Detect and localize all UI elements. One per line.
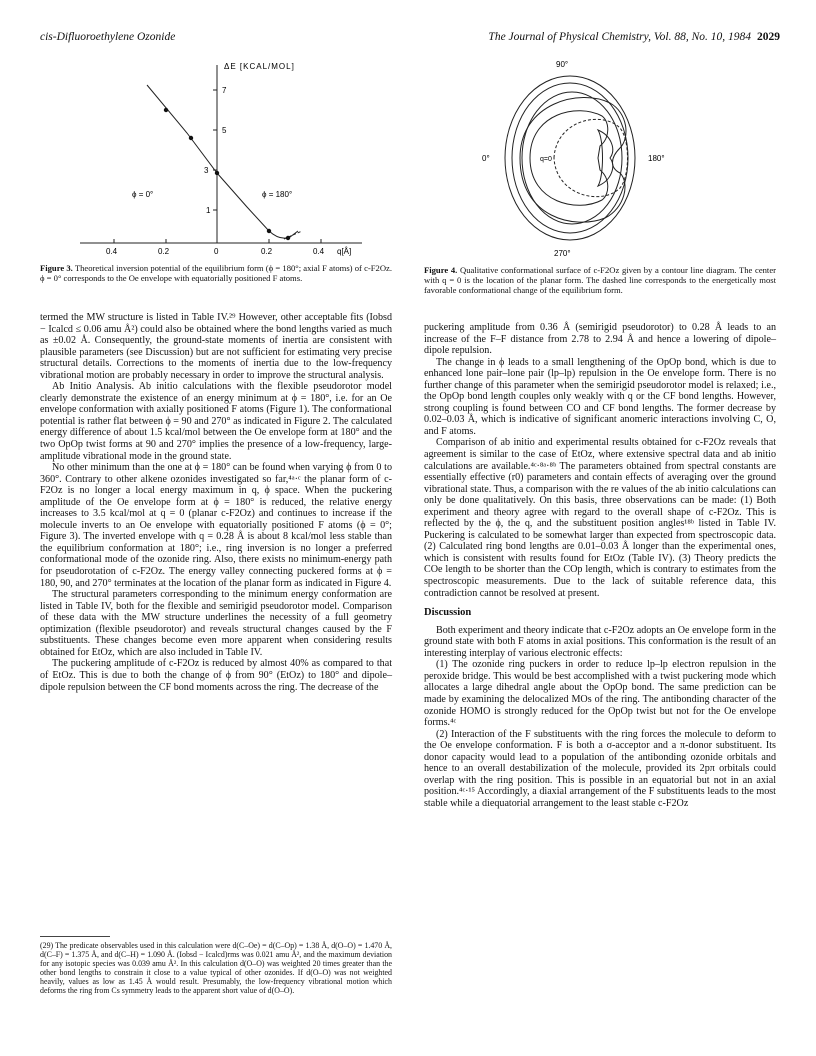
data-point xyxy=(164,108,168,112)
label-phi-0: ϕ = 0° xyxy=(132,190,154,199)
paragraph: No other minimum than the one at ϕ = 180° can be found when varying ϕ from 0 to 360°. Contrary to other alkene ozonides investigated so far,⁴ᵃ·ᶜ the planar form of c-F2Oz is no longer a local energy maximum in q, ϕ space. When the puckering amplitude of the Oe envelope form at ϕ = 180° is reduced, the relative energy increases to 3.5 kcal/mol at q = 0 (planar c-F2Oz) and continues to increase if the molecule inverts to an Oe envelope with equatorially positioned F atoms (ϕ = 0°; Figure 3). The inverted envelope with q = 0.28 Å is about 8 kcal/mol less stable than the equilibrium conformation at 180°; i.e., ring inversion is no longer a preferred conformational mode of the ozonide ring. Also, there exists no minimum-energy path for pseudorotation of c-F2Oz. The energy valley connecting puckered forms at ϕ = 180, 90, and 270° terminates at the location of the planar form as indicated in Figure 4. xyxy=(40,462,392,589)
figure-4 xyxy=(470,58,670,258)
label-90: 90° xyxy=(556,60,569,69)
figure-4-caption-label: Figure 4. xyxy=(424,265,458,275)
footnote-area xyxy=(40,930,392,996)
paragraph: The change in ϕ leads to a small lengthening of the OpOp bond, which is due to enhanced lone pair–lone pair (lp–lp) repulsion in the Oe envelope form. There is no further change of this parameter when the semirigid pseudorotor model is relaxed; i.e., the OpOp bond length couples only weakly with q or the CF bond lengths. However, strong coupling is found between CO and CF bond lengths. The former decrease by 0.02–0.03 Å, which is indicative of significant anomeric interactions involving C, O, and F atoms. xyxy=(424,356,776,437)
label-phi-180: ϕ = 180° xyxy=(262,190,293,199)
paragraph: puckering amplitude from 0.36 Å (semirigid pseudorotor) to 0.28 Å leads to an increase of the F–F distance from 2.78 to 2.94 Å and hence a lowering of dipole–dipole repulsion. xyxy=(424,322,776,357)
contour-inner-shape xyxy=(520,98,626,223)
journal-citation xyxy=(488,31,780,43)
potential-curve xyxy=(147,85,298,238)
x-tick-neg-0.2: 0.2 xyxy=(158,247,170,256)
paragraph: Both experiment and theory indicate that c-F2Oz adopts an Oe envelope form in the ground state with both F atoms in axial positions. This conformation is the result of an interesting interplay of various electronic effects: xyxy=(424,624,776,659)
y-tick-1: 1 xyxy=(206,206,211,215)
y-tick-7: 7 xyxy=(222,86,227,95)
footnote-rule xyxy=(40,936,110,937)
figure-3-caption xyxy=(40,263,392,283)
figure-4-caption xyxy=(424,265,776,296)
paragraph: The puckering amplitude of c-F2Oz is reduced by almost 40% as compared to that of EtOz. This is due to both the change of ϕ from 90° (EtOz) to 180° and dipole–dipole repulsion between the CF bond moments across the ring. The decrease of the xyxy=(40,658,392,693)
contour-core xyxy=(598,130,613,186)
paragraph: The structural parameters corresponding to the minimum energy conformation are listed in Table IV, both for the flexible and semirigid pseudorotor model. Comparison of these data with the MW structure underlines the necessity of a full geometry optimization (flexible pseudorotor) and reveals structural changes caused by the F substituents. These changes become even more apparent when considering results obtained for EtOz, which are also included in Table IV. xyxy=(40,589,392,658)
data-point xyxy=(189,136,193,140)
x-tick-neg-0.4: 0.4 xyxy=(106,247,118,256)
right-column xyxy=(424,322,776,809)
label-270: 270° xyxy=(554,249,571,258)
running-title: cis-Difluoroethylene Ozonide xyxy=(40,31,176,43)
y-tick-5: 5 xyxy=(222,126,227,135)
left-column xyxy=(40,312,392,693)
figure-3 xyxy=(62,55,392,260)
x-tick-pos-0.2: 0.2 xyxy=(261,247,273,256)
x-axis-label: q[Å] xyxy=(337,247,352,256)
x-tick-0: 0 xyxy=(214,247,219,256)
footnote-29: (29) The predicate observables used in this calculation were d(C–Oe) = d(C–Op) = 1.38 Å, d(O–O) = 1.470 Å, d(C–F) = 1.375 Å, and d(C–H) = 1.090 Å. (Iobsd − Icalcd)rms was 0.021 amu Å², and the maximum deviation for any isotopic species was 0.039 amu Å². In this calculation d(O–O) was weighted 20 times greater than the other bond lengths to constrain it close to a value typical of other ozonides. If d(O–O) was not weighted heavily, values as low as 1.45 Å would result. Presumably, the low-frequency vibrational motion which deforms the ring from Cs symmetry leads to the apparent short value of d(O–O). xyxy=(40,941,392,996)
paragraph: (1) The ozonide ring puckers in order to reduce lp–lp electron repulsion in the peroxide bridge. This would be best accomplished with a twist puckering mode which allocates a large dihedral angle about the OpOp bond. The same prediction can be made by examining the delocalized MOs of the ring. The antibonding character of the ozonide HOMO is strongly reduced for the OpOp twist but not for the Oe envelope forms.⁴ᶜ xyxy=(424,659,776,729)
section-heading-discussion: Discussion xyxy=(424,607,472,619)
data-point xyxy=(215,171,219,175)
label-180: 180° xyxy=(648,154,665,163)
y-axis-label: ΔE [KCAL/MOL] xyxy=(224,62,295,71)
contour-outer xyxy=(505,76,635,240)
x-tick-pos-0.4: 0.4 xyxy=(313,247,325,256)
figure-3-caption-text: Theoretical inversion potential of the equilibrium form (ϕ = 180°; axial F atoms) of c-F2Oz. ϕ = 0° corresponds to the Oe envelope with equatorially positioned F atoms. xyxy=(40,263,392,284)
figure-3-plot xyxy=(62,55,392,260)
paragraph: (2) Interaction of the F substituents with the ring forces the molecule to deform to the Oe envelope conformation. F is both a σ-acceptor and a π-donor substituent. Its donor capacity would lead to a population of the antibonding ozonide orbitals and hence to an overall destabilization of the molecule, provided its 2pπ orbitals could overlap with the ring position. This is possible in an equatorial but not in an axial position.⁴ᶜ·¹⁵ Accordingly, a diaxial arrangement of the F substituents leads to the most stable while a diequatorial arrangement to the least stable c-F2Oz xyxy=(424,728,776,809)
page-number: 2029 xyxy=(757,31,780,43)
label-q0: q=0 xyxy=(540,156,552,163)
paragraph: termed the MW structure is listed in Table IV.²⁹ However, other acceptable fits (Iobsd − Icalcd ≤ 0.06 amu Å²) could also be obtained where the bond lengths varied as much as ±0.02 Å. Consequently, the ground-state moments of inertia are consistent with plausible parameters (see Discussion) but are not sufficient for estimating very precise structural details. Corrections to the moments of inertia due to the low-frequency vibrational motion are probably necessary in order to improve the structural analysis. xyxy=(40,312,392,381)
paragraph: Ab Initio Analysis. Ab initio calculations with the flexible pseudorotor model clearly demonstrate the existence of an energy minimum at ϕ = 180°, i.e. for an Oe envelope conformation with axially positioned F atoms (Figure 1). The conformational potential is rather flat between ϕ = 90 and 270° as indicated in Figure 2. The calculated energy difference of about 1.5 kcal/mol between the Oe envelope form at 180° and the two OpOp twist forms at 90 and 270° implies the presence of a low-frequency, large-amplitude vibrational mode in the ground state. xyxy=(40,381,392,462)
figure-4-contour xyxy=(470,58,670,258)
label-0: 0° xyxy=(482,154,490,163)
y-tick-3: 3 xyxy=(204,166,209,175)
data-point xyxy=(267,229,271,233)
figure-4-caption-text: Qualitative conformational surface of c-F2Oz given by a contour line diagram. The center with q = 0 is the location of the planar form. The dashed line corresponds to the energetically most favorable conformational change of the equilibrium form. xyxy=(424,265,777,296)
minimum-energy-path xyxy=(554,119,628,196)
paragraph: Comparison of ab initio and experimental results obtained for c-F2Oz reveals that agreement is similar to the case of EtOz, where extensive spectral data and ab initio calculations are available.⁴ᶜ·⁸ᵃ·⁸ᵇ The parameters obtained from spectral constants are essentially effective (r0) parameters and contain effects of averaging over the ground vibrational state. Thus, a comparison with the re values of the ab initio calculations can only be done qualitatively. On this basis, three observations can be made: (1) Both experiment and theory agree with regard to the overall shape of c-F2Oz. This is reflected by the ϕ, the q, and the substituent position angles¹⁸ᵇ listed in Table IV. Puckering is calculated to be somewhat larger than expected from spectroscopic data. (2) Calculated ring bond lengths are 0.01–0.03 Å longer than the experimental ones, which is consistent with results found for EtOz (Table IV). (3) Theory predicts the COe length to be shorter than the COp length, which is contrary to estimates from the spectroscopic measurements. Due to the lack of suitable reference data, this contradiction cannot be resolved at present. xyxy=(424,437,776,599)
journal-name: The Journal of Physical Chemistry, Vol. 88, No. 10, 1984 xyxy=(488,31,751,43)
running-header xyxy=(40,31,780,47)
figure-3-caption-label: Figure 3. xyxy=(40,263,73,273)
data-point xyxy=(286,236,290,240)
